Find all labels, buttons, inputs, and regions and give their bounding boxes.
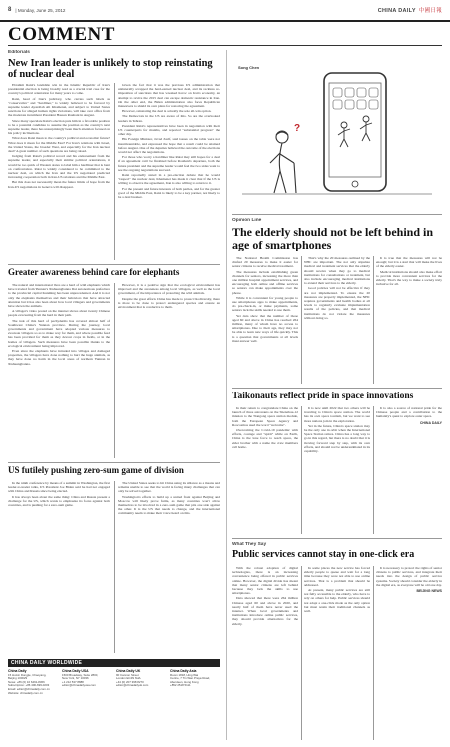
opinion-3-col-c	[376, 566, 442, 740]
staff-box	[116, 670, 168, 688]
column-rule	[301, 406, 302, 534]
opinion-3-headline-wrap	[232, 550, 442, 561]
staff-line: Centre, 7 Tin Wan Praya Road,	[170, 676, 211, 681]
editorial-1-headline: New Iran leader is unlikely to stop reinstating of nuclear deal	[8, 58, 213, 81]
story-rule	[232, 388, 442, 389]
staff-line: New York, NY 10036	[62, 676, 89, 681]
column-rule	[373, 566, 374, 740]
paragraph: With the robust adoption of digital technologies, there is an increasing convenience being offered in public services online. However, the digital divide has meant that many senior citizens are left behind because they lack the skills to use smartphones.	[232, 566, 298, 596]
paragraph: Even since the elephants have intruded into villages and damaged properties, the villagers have done nothing to hurt the huge animals, as they have done no harm in the local areas of northern Yunnan in Xishuangbanna.	[8, 349, 110, 366]
staff-line: London EC4N 6HA	[116, 676, 141, 681]
editorials-kicker: Editorials	[8, 50, 30, 55]
staff-line: Room 1818, Hing Wai	[170, 672, 199, 677]
masthead-chinese: 中國日報	[418, 8, 442, 14]
staff-line: Aberdeen, Hong Kong	[170, 679, 199, 684]
staff-title: China Daily	[8, 669, 27, 673]
paragraph: For the present and future interests of both parties, and for the greater good of the Middle East, Raisi is likely to be a key partner, not likely to be a deal breaker.	[118, 186, 220, 200]
page-gutter	[226, 50, 227, 740]
cartoon-illustration	[232, 59, 442, 209]
editorial-cartoon	[232, 59, 442, 209]
opinion-1-col-b	[304, 256, 370, 384]
staff-line: News: +86 (0) 10 6491-8366	[8, 679, 45, 684]
opinion-2-headline-wrap	[232, 392, 442, 402]
opinion-3-col-a	[232, 566, 298, 740]
paragraph: What does Raisi mean to the country's political and economic future? What does it mean for the Middle East? For Iran's relations with Israel, the United States, the broader West, and especially for the Iran nuclear deal? A great number of such questions are being raised.	[8, 136, 110, 154]
editorials-header	[8, 50, 220, 55]
editorial-3-col-b	[118, 481, 220, 653]
staff-box	[170, 670, 220, 688]
paragraph: The natural and international lives are a herd of wild elephants which have traveled from Yunnan's Xishuangbanna Dai autonomous prefecture to the provincial capital Kunming has been unprecedented. And it is not only the elephants themselves and their behaviors that have attracted attention but it has also been about how local villagers and governments have shown the animals.	[8, 283, 110, 309]
opinion-2-col-c	[376, 406, 442, 534]
paragraph: In the ninth conference by means of a summit in Washington, the first leader-to-leader talks, US President Joe Biden said he had not engaged with China and Russia since being elected.	[8, 481, 110, 494]
editorial-1-col-a	[8, 83, 110, 260]
paragraph: Data showed that there were 264 million Chinese aged 60 and above in 2020, and nearly half of them have never used the internet. When local governments and institutions introduce online public services, they should provide alternatives for the elderly.	[232, 596, 298, 626]
story-rule	[8, 264, 220, 265]
masthead-name: CHINA DAILY	[377, 8, 416, 14]
paragraph: Despite the great efforts China has made to protect biodiversity, there is more to be done to protect endangered species and ensure an environment that is conducive to them.	[118, 296, 220, 310]
page-header	[0, 0, 450, 22]
paragraph: Ebrahim Raisi's landslide win in the Islamic Republic of Iran's presidential election is being broadly read as a crucial trial case for the country's political orientation for many years to come.	[8, 83, 110, 96]
paragraph: His Foreign Minister, Javad Zarif, said issues on the table were not insurmountable, and expressed the hope that a result could be attained before August. One of the deputies believed the outcome of the elections would not affect the negotiations.	[118, 137, 220, 155]
paragraph: Yet data show that the number of those aged 60 and above in China has reached 264 million, many of whom have no access to smartphones. Due to their age, they may not be able to learn new ways of life quickly. This is a question that governments at all levels must answer well.	[232, 313, 298, 343]
staff-line: Website: chinadaily.com.cn	[8, 690, 43, 695]
opinion-1-headline-wrap	[232, 226, 442, 251]
staff-box	[8, 670, 60, 695]
paragraph: Judging from Raisi's political record and his endorsement from the supreme leader, and especially their similar political orientations, it would be too quick of Western states to label him a hardliner that is bent on confrontation. Raisi is widely considered to be committed to the nuclear deal, on which the Iran and the US negotiated predicted increasing cooperation both in Iran-US relations and the Middle East.	[8, 154, 110, 180]
opinion-1-col-a	[232, 256, 298, 384]
paragraph: Good policies will not be effective if they are not implemented. To ensure the 20 measures are properly implemented, the NHC requires governments and health bodies at all levels to regularly evaluate implementation results of the policies, and that medical institutions do not violate the measures without doing so.	[304, 286, 370, 320]
paragraph: The National Health Commission has drafted 20 measures to make it easier for senior citizens to receive medical treatment.	[232, 256, 298, 269]
staff-line: +1 212 537 8888	[62, 679, 84, 684]
svg-text:?: ?	[294, 123, 301, 134]
staff-line: 1500 Broadway, Suite 2800,	[62, 672, 99, 677]
paragraph: The Democrats in the US are aware of this. So are the overlooked leaders in Tehran.	[118, 114, 220, 123]
editorial-3-headline: US futilely pushing zero-sum game of division	[8, 466, 184, 475]
opinion-2-col-b	[304, 406, 370, 534]
section-title: COMMENT	[8, 24, 115, 45]
opinion-2-col-a	[232, 406, 298, 534]
paragraph: The measures include establishing green channels for seniors, increasing the more than one million hospital appointment services, and encouraging both online and offline services so seniors can make appointments over the phone.	[232, 269, 298, 295]
paragraph: It is now until 2022 that two others will be traveling to China's space station. The world has its own space tourism, but we want to see more nations join in the exploration.	[304, 406, 370, 423]
paragraph: A villager's video posted on the internet shows about twenty Chinese people evacuating from the herd in their path.	[8, 309, 110, 318]
paragraph: President Raisi's representatives have been in negotiation with their US counterparts for months, and reported "substantial progress" the other day.	[118, 123, 220, 137]
column-rule	[373, 256, 374, 384]
section-rule	[8, 45, 442, 46]
story-rule	[232, 214, 442, 215]
staff-line: Email: editor@chinadaily.com.cn	[8, 686, 50, 691]
opinion-1-col-c	[376, 256, 442, 384]
opinion-1-headline: The elderly should not be left behind in age of smartphones	[232, 226, 434, 252]
editorial-3-col-a	[8, 481, 110, 653]
paragraph: The United States seeks to hit China using its alliance as a means and remains unable to see that the world is facing many challenges that can only be solved together.	[118, 481, 220, 494]
editorial-1-col-b	[118, 83, 220, 260]
paragraph: At present, many public services are still not fully accessible to the elderly, who have to rely on others for help. Public services should not adopt a one-click mode as the only option but must retain their traditional channels as well.	[304, 588, 370, 614]
column-rule	[301, 566, 302, 740]
staff-line: +852 2518 5111	[170, 683, 191, 688]
opinion-2-headline: Taikonauts reflect pride in space innovations	[232, 392, 414, 401]
editorial-1-headline-wrap	[8, 58, 220, 80]
column-rule	[114, 481, 115, 653]
staff-line: editor@chinadailyuk.com	[116, 683, 149, 688]
masthead	[378, 6, 442, 14]
opinion-3-kicker-wrap	[232, 542, 442, 547]
opinion-3-headline: Public services cannot stay in one-click era	[232, 550, 415, 560]
byline: BEIJING NEWS	[416, 589, 442, 594]
column-rule	[114, 283, 115, 458]
staff-line: editor@chinadailyusa.com	[62, 683, 96, 688]
staff-line: 15 Huixin Dongjie, Chaoyang,	[8, 672, 47, 677]
paragraph: For those who worry a hardliner like Raisi may still hopes for a deal if an agreement can't be finalized before Rouhani's departure, both the future president and the supreme leader would feel the two sides want to see the ongoing negotiations succeed.	[118, 155, 220, 172]
staff-line: +44 (0) 207 398 8270	[116, 679, 144, 684]
staff-line: 90 Cannon Street	[116, 672, 139, 677]
paragraph: Medical institutions should also make effort to provide more convenient services for the elderly. That's the way to make a society truly inclusive for all.	[376, 269, 442, 287]
staff-box	[62, 670, 114, 688]
opinion-kicker-wrap	[232, 218, 442, 223]
column-rule	[114, 83, 115, 260]
paragraph: Washington's efforts to build up a united front against Beijing and Moscow will likely prove futile, as many countries won't allow themselves to be involved in a zero-sum game that pits one side against the other. It is the US that needs to change, and the international community needs to make their voice heard on this.	[118, 494, 220, 516]
paragraph: However, it is a positive sign that the ecological environment has improved and the awareness among local villagers, as well as the local government, of the importance of protecting the wild animals.	[118, 283, 220, 296]
paragraph: In some places the new service has forced elderly people to queue and wait for a long time because they were not able to use online services. That is a problem that should be addressed.	[304, 566, 370, 587]
paragraph: However, reinstating the deal is actually the sole all-win option.	[122, 109, 212, 114]
paragraph: It is necessary to protect the rights of senior citizens to public services, and integrate their needs into the design of public service systems. Society should consider the elderly in the digital era, as everyone will be old one day.	[376, 566, 442, 587]
paragraph: While it is convenient for young people to use smartphones apps to make appointments, do pre-check-in, or make payments, some seniors lack the skills needed to use them.	[232, 295, 298, 313]
opinion-3-col-b	[304, 566, 370, 740]
story-rule	[232, 538, 442, 539]
editorial-2-col-b	[118, 283, 220, 458]
paragraph: The trek of this herd of pachyderms has covered almost half of Southwest China's Yunnan province. During the journey, local governments and government have adopted various measures to evacuate villagers so as to make way for them, and where possible feed has been provided for them as they devour crops in fields, or in the homes of villagers. Such measures have been possible thanks to the ecological environment being improved.	[8, 318, 110, 348]
staff-line: Subscription: +86 400-699-0203	[8, 683, 50, 688]
paragraph: Raisi, head of Iran's judiciary, who carries such labels as "conservative" and "hardliner," is widely believed to be favored by supreme leader Ayatollah Ali Khamenei, and subject to United States sanctions for alleged human rights violations, will take over office from the moderate incumbent President Hassan Rouhani in August.	[8, 96, 110, 118]
editorial-3-headline-wrap	[8, 466, 220, 475]
staff-title: China Daily USA	[62, 669, 89, 673]
page-date: | Monday, June 25, 2012	[15, 7, 66, 13]
footer-bar: CHINA DAILY WORLDWIDE	[8, 659, 220, 667]
paragraph: It is also a source of national pride for the Chinese people and a contribution to the humanity's quest to explore outer space.	[376, 406, 442, 419]
opinion-3-kicker: What They Say	[232, 542, 267, 547]
column-rule	[301, 256, 302, 384]
byline: CHINA DAILY	[419, 420, 442, 425]
page-number: 8	[8, 7, 12, 13]
paragraph: It has always been about the same thing: China and Russia present a challenge for the US, which wants to emphasize its focus against both countries, and is pushing for a zero-sum game.	[8, 494, 110, 508]
editorial-2-headline-wrap	[8, 268, 220, 277]
paragraph: That's why the 20 measures outlined by the NHC are important. The not only stipulate medical and treatment services that the elderly should receive when they go to medical institutions for consultations or treatment, but also include encouraging medical institutions to extend their services to the elderly.	[304, 256, 370, 286]
staff-line: Beijing 100029	[8, 676, 28, 681]
opinion-kicker: Opinion Line	[232, 218, 262, 223]
column-rule	[373, 406, 374, 534]
paragraph: It is true that the measures will not be enough; but it is a start that will make the lives of the elderly easier.	[376, 256, 442, 269]
paragraph: Yet in the future, China's space station may be the only one in orbit when the International Space Station retires. China has a long way to go in this regard, but there is no doubt that it is moving forward step by step, with its own efforts, and should not be underestimated in its capability.	[304, 423, 370, 454]
staff-title: China Daily Asia	[170, 669, 197, 673]
paragraph: Raisi reportedly stated in a pre-election debate that he would "respect" the nuclear deal, Khamenei has made it clear that if the US is willing to observe the agreement, Iran is also willing to return to it.	[118, 173, 220, 186]
story-rule	[8, 462, 220, 463]
paragraph: Since many speculate Raisi's election puts him in a favorable position to be a potential candidate to assume the position as the country's next supreme leader, there has unsurprisingly been much attention focused on his policy inclinations.	[8, 118, 110, 136]
paragraph: Given the fact that it was the previous US administration that unilaterally scrapped the hard-earned nuclear deal, and its reckless re-imposition of sanctions that has wreaked havoc on Iran's economy, an attempt to revive the 2015 deal can escape domestic resistance in Iran. On the other end, the Biden administration also faces Republican maneuvers to shield its own plans for restoring the agreement.	[118, 83, 220, 109]
staff-title: China Daily UK	[116, 669, 141, 673]
paragraph: But this does not necessarily mean the future limits of hope from the Iran-US negotiations in Geneva will disappear.	[8, 180, 110, 189]
editorial-2-headline: Greater awareness behind care for elephants	[8, 268, 180, 277]
paragraph: Overcoming the Covid-19 pandemic with efforts, courage and "spirit" while on Earth, China is the lone force to reach space, the elder brother with a name the crew members call home.	[232, 428, 298, 449]
editorial-2-col-a	[8, 283, 110, 458]
paragraph: In their return to congratulate China on the launch of three astronauts on the Shenzhou-12 mission to the Tiangong space station module, both the European Space Agency and Roscosmos used the word "welcome".	[232, 406, 298, 427]
cartoon-credit: Song Chen	[238, 65, 260, 70]
